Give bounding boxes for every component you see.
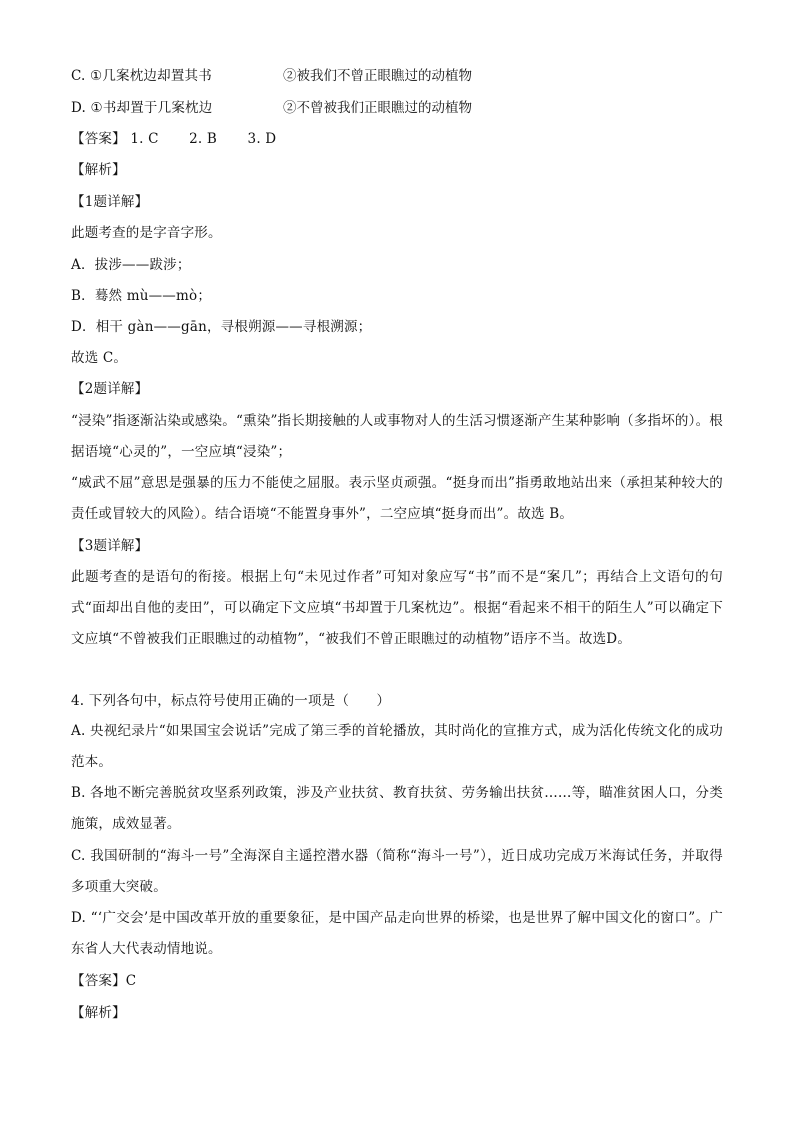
q2-paragraph-1: “浸染”指逐渐沾染或感染。“熏染”指长期接触的人或事物对人的生活习惯逐渐产生某种影响（多指坏的）。根据语境“心灵的”，一空应填“浸染”； (71, 413, 723, 460)
answer-item-3: 3. D (247, 131, 277, 147)
q4-answer: 【答案】C (71, 973, 137, 989)
answer-item-2: 2. B (189, 131, 218, 147)
jiexi-heading: 【解析】 (71, 162, 126, 178)
answer-item-1: 1. C (130, 131, 159, 147)
q4-stem: 4. 下列各句中，标点符号使用正确的一项是（ ） (71, 693, 391, 709)
q3-option-d-right: ②不曾被我们正眼瞧过的动植物 (283, 100, 472, 116)
q1-option-b: B．蓦然 mù——mò； (71, 288, 212, 304)
answer-tag: 【答案】 (71, 131, 126, 147)
q2-title: 【2题详解】 (71, 381, 149, 397)
answer-line (71, 130, 302, 148)
q4-option-a: A. 央视纪录片“如果国宝会说话”完成了第三季的首轮播放，其时尚化的宣推方式，成为活化传统文化的成功范本。 (71, 723, 723, 770)
q1-conclusion: 故选 C。 (71, 350, 128, 366)
q3-paragraph-1: 此题考查的是语句的衔接。根据上句“未见过作者”可知对象应写“书”而不是“案几”；再结合上文语句的句式“面却出自他的麦田”，可以确定下文应填“书却置于几案枕边”。根据“看起来不相干的陌生人”可以确定下文应填“不曾被我们正眼瞧过的动植物”，“被我们不曾正眼瞧过的动植物”语序不当。故选D。 (71, 569, 723, 647)
q3-option-c-left: C. ①几案枕边却置其书 (71, 68, 212, 84)
q1-intro: 此题考查的是字音字形。 (71, 225, 222, 241)
q2-paragraph-2: “威武不屈”意思是强暴的压力不能使之屈服。表示坚贞顽强。“挺身而出”指勇敢地站出来（承担某种较大的责任或冒较大的风险）。结合语境“不能置身事外”，二空应填“挺身而出”。故选 B。 (71, 475, 723, 522)
q1-option-d: D．相干 gàn——gān，寻根朔源——寻根溯源； (71, 319, 372, 335)
q1-title: 【1题详解】 (71, 194, 149, 210)
q4-option-d: D. “‘广交会’是中国改革开放的重要象征，是中国产品走向世界的桥梁，也是世界了解中国文化的窗口”。广东省人大代表动情地说。 (71, 910, 723, 957)
q3-title: 【3题详解】 (71, 538, 149, 554)
q3-option-d-left: D. ①书却置于几案枕边 (71, 100, 213, 116)
q3-option-c-right: ②被我们不曾正眼瞧过的动植物 (283, 68, 472, 84)
q4-jiexi-heading: 【解析】 (71, 1005, 126, 1021)
q4-option-b: B. 各地不断完善脱贫攻坚系列政策，涉及产业扶贫、教育扶贫、劳务输出扶贫……等，瞄准贫困人口，分类施策，成效显著。 (71, 785, 723, 832)
q1-option-a: A．拔涉——跋涉； (71, 257, 191, 273)
q4-option-c: C. 我国研制的“海斗一号”全海深自主遥控潜水器（简称“海斗一号”），近日成功完成万米海试任务，并取得多项重大突破。 (71, 848, 723, 895)
